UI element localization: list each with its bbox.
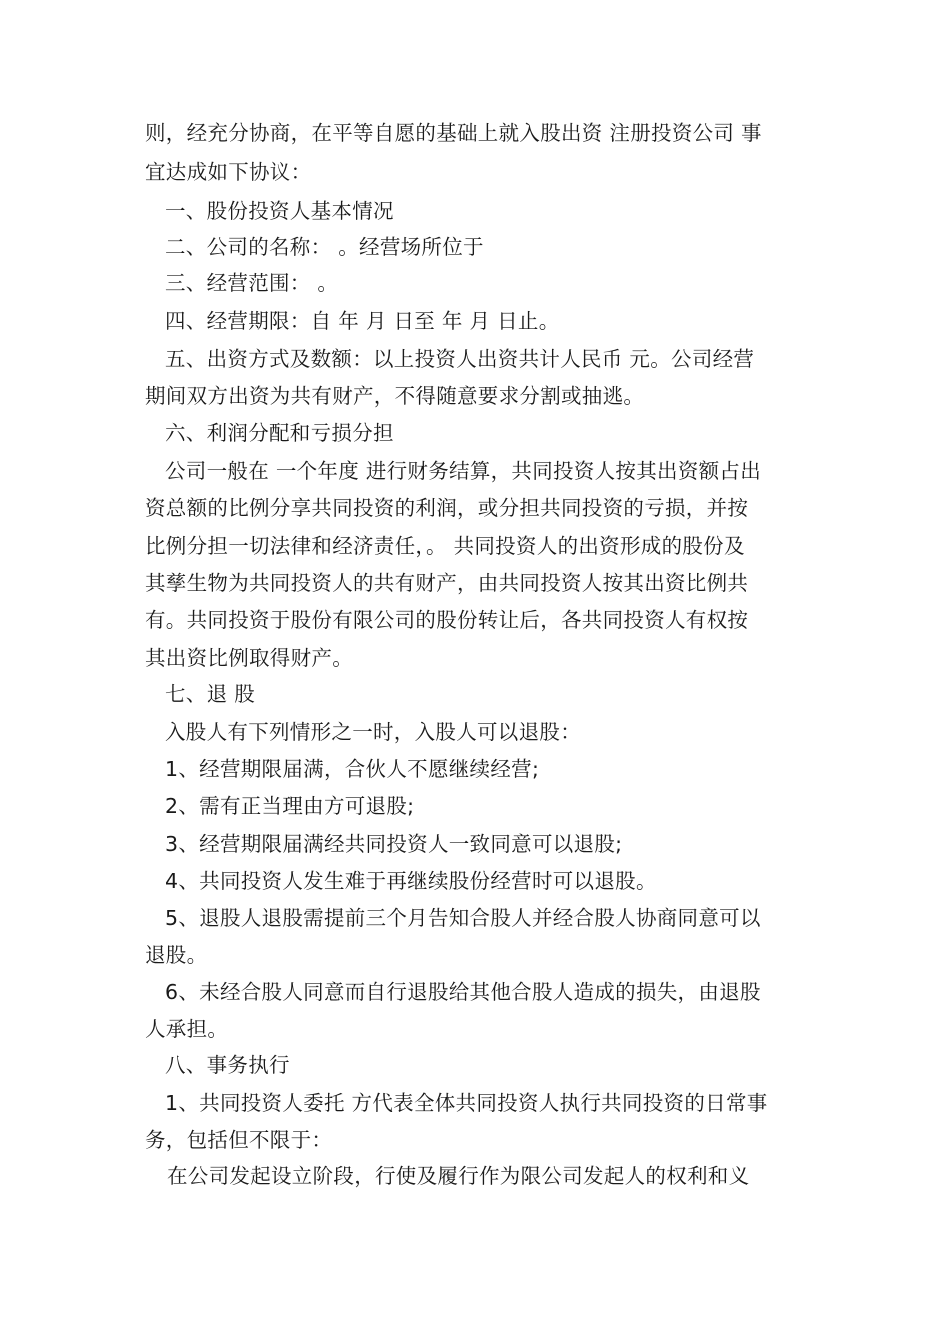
- text-line: 宜达成如下协议：: [145, 160, 312, 184]
- text-line: 资总额的比例分享共同投资的利润，或分担共同投资的亏损，并按: [145, 496, 749, 520]
- text-line: 退股。: [145, 943, 208, 967]
- text-line: 在公司发起设立阶段，行使及履行作为限公司发起人的权利和义: [167, 1164, 750, 1188]
- list-item: 1、共同投资人委托 方代表全体共同投资人执行共同投资的日常事: [165, 1091, 768, 1115]
- section-heading: 六、利润分配和亏损分担: [165, 421, 394, 445]
- section-heading: 八、事务执行: [165, 1053, 290, 1077]
- list-item: 5、退股人退股需提前三个月告知合股人并经合股人协商同意可以: [165, 906, 761, 930]
- list-item: 6、未经合股人同意而自行退股给其他合股人造成的损失，由退股: [165, 980, 761, 1004]
- text-line: 有。共同投资于股份有限公司的股份转让后，各共同投资人有权按: [145, 608, 749, 632]
- text-line: 公司一般在 一个年度 进行财务结算，共同投资人按其出资额占出: [165, 459, 762, 483]
- text-line: 则，经充分协商，在平等自愿的基础上就入股出资 注册投资公司 事: [145, 121, 762, 145]
- list-item: 1、经营期限届满，合伙人不愿继续经营;: [165, 757, 540, 781]
- list-item: 4、共同投资人发生难于再继续股份经营时可以退股。: [165, 869, 657, 893]
- text-line: 人承担。: [145, 1017, 229, 1041]
- section-heading: 四、经营期限：自 年 月 日至 年 月 日止。: [165, 309, 560, 333]
- text-line: 务，包括但不限于：: [145, 1128, 333, 1152]
- section-heading: 五、出资方式及数额：以上投资人出资共计人民币 元。公司经营: [165, 347, 755, 371]
- list-item: 3、经营期限届满经共同投资人一致同意可以退股;: [165, 832, 623, 856]
- section-heading: 七、退 股: [165, 682, 256, 706]
- text-line: 期间双方出资为共有财产，不得随意要求分割或抽逃。: [145, 384, 645, 408]
- text-line: 其出资比例取得财产。: [145, 646, 353, 670]
- list-item: 2、需有正当理由方可退股;: [165, 794, 415, 818]
- text-line: 其孳生物为共同投资人的共有财产，由共同投资人按其出资比例共: [145, 571, 749, 595]
- section-heading: 一、股份投资人基本情况: [165, 199, 394, 223]
- section-heading: 三、经营范围： 。: [165, 271, 339, 295]
- section-heading: 二、公司的名称： 。经营场所位于: [165, 235, 484, 259]
- text-line: 入股人有下列情形之一时，入股人可以退股：: [165, 720, 581, 744]
- text-line: 比例分担一切法律和经济责任，。 共同投资人的出资形成的股份及: [145, 534, 745, 558]
